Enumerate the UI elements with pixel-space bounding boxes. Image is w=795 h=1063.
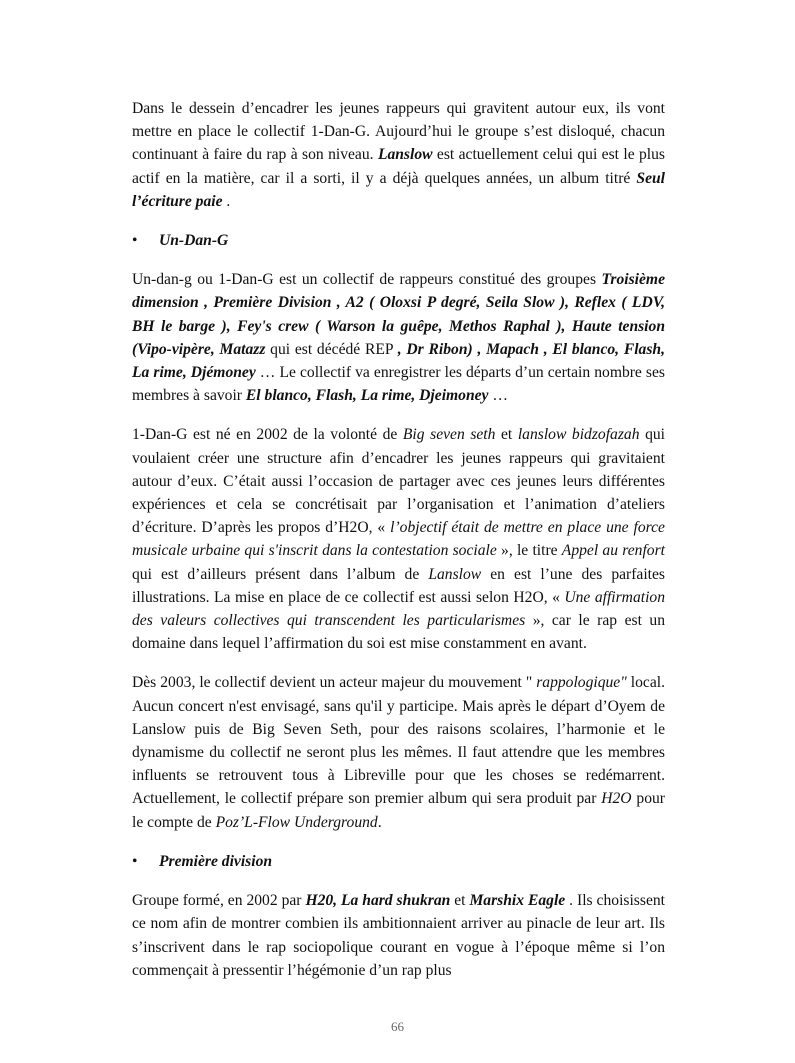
section-heading-premiere-division <box>132 850 665 873</box>
text: . Ils choisissent ce nom afin de montrer combien ils ambitionnaient arriver au pinacle de leur art. Ils s’inscrivent dans le rap sociopolique courant en vogue à l’époque même si l’on commençait à pressentir l’hégémonie d’un rap plus <box>132 892 665 979</box>
emphasis-album-title: Seul l’écriture paie <box>132 169 665 210</box>
italic-big-seven-seth: Big seven seth <box>402 426 496 444</box>
text: qui est d’ailleurs présent dans l’album de <box>132 565 429 583</box>
paragraph-premiere-division <box>132 889 665 982</box>
quote-objective: l’objectif était de mettre en place une force musicale urbaine qui s'inscrit dans la contestation sociale <box>132 519 665 560</box>
italic-lanslow: lanslow bidzofazah <box>517 426 640 444</box>
italic-lanslow-2: Lanslow <box>428 565 482 583</box>
italic-label-name: Poz’L-Flow Underground <box>215 813 378 831</box>
paragraph-history <box>132 423 665 655</box>
text: et <box>495 426 518 444</box>
page-number: 66 <box>391 1019 404 1034</box>
section-heading-label: Première division <box>159 852 273 870</box>
paragraph-2003 <box>132 671 665 833</box>
emphasis-marshix-eagle: Marshix Eagle <box>469 892 566 910</box>
quote-affirmation: Une affirmation des valeurs collectives qui transcendent les particularismes <box>132 588 665 630</box>
text: qui voulaient créer une structure afin d’encadrer les jeunes rappeurs qui gravitaient autour d’eux. C’était aussi l’occasion de partager avec ces jeunes leurs différentes expériences et cela se concrétisait par l’organisation et l’animation d’ateliers d’écriture. D’après les propos d’H2O, « <box>132 426 665 537</box>
section-heading-label: Un-Dan-G <box>159 232 229 250</box>
text: pour le compte de <box>132 790 665 831</box>
italic-h2o: H2O <box>601 790 632 808</box>
section-heading-un-dan-g <box>132 229 665 252</box>
text: », car le rap est un domaine dans lequel l’affirmation du soi est mise constamment en avant. <box>132 612 665 653</box>
text: Dans le dessein d’encadrer les jeunes rappeurs qui gravitent autour eux, ils vont mettre en place le collectif 1-Dan-G. Aujourd’hui le groupe s’est disloqué, chacun continuant à faire du rap à son niveau. <box>132 100 665 164</box>
text: Groupe formé, en 2002 par <box>132 892 306 910</box>
text: local. Aucun concert n'est envisagé, sans qu'il y participe. Mais après le départ d’Oyem de Lanslow puis de Big Seven Seth, pour des raisons scolaires, l’harmonie et le dynamisme du collectif ne seront plus les mêmes. Il faut attendre que les membres influents se retrouvent tous à Libreville pour que les choses se redémarrent. Actuellement, le collectif prépare son premier album qui sera produit par <box>132 674 665 808</box>
text: en est l’une des parfaites illustrations. La mise en place de ce collectif est aussi selon H2O, « <box>132 565 665 606</box>
text: qui est décédé REP <box>265 340 398 358</box>
bullet-icon: • <box>132 852 138 870</box>
paragraph-collectif-members <box>132 268 665 407</box>
emphasis-departed-members: El blanco, Flash, La rime, Djeimoney <box>245 387 489 405</box>
text: Dès 2003, le collectif devient un acteur majeur du mouvement " <box>132 674 537 692</box>
text: et <box>450 892 470 910</box>
italic-song-title: Appel au renfort <box>561 542 665 560</box>
text: … Le collectif va enregistrer les départs d’un certain nombre ses membres à savoir <box>132 364 665 405</box>
emphasis-founders: H20, La hard shukran <box>305 892 451 910</box>
italic-rappologique: rappologique" <box>536 674 627 692</box>
bullet-icon: • <box>132 232 138 250</box>
text: Un-dan-g ou 1-Dan-G est un collectif de rappeurs constitué des groupes <box>132 271 602 289</box>
emphasis-group-list: Troisième dimension , Première Division , A2 ( Oloxsi P degré, Seila Slow ), Reflex ( LDV, BH le barge ), Fey's crew ( Warson la guêpe, Methos Raphal ), Haute tension (Vipo-vipère, Matazz <box>132 271 665 358</box>
text: . <box>377 813 382 831</box>
text: », le titre <box>496 542 562 560</box>
document-body <box>132 97 665 998</box>
text: … <box>488 387 508 405</box>
emphasis-lanslow: Lanslow <box>377 146 433 164</box>
text: est actuellement celui qui est le plus actif en la matière, car il a sorti, il y a déjà quelques années, un album titré <box>132 146 666 187</box>
emphasis-group-list-cont: , Dr Ribon) , Mapach , El blanco, Flash, La rime, Djémoney <box>132 340 665 382</box>
text: . <box>222 192 231 210</box>
text: 1-Dan-G est né en 2002 de la volonté de <box>132 426 403 444</box>
paragraph-intro <box>132 97 665 213</box>
